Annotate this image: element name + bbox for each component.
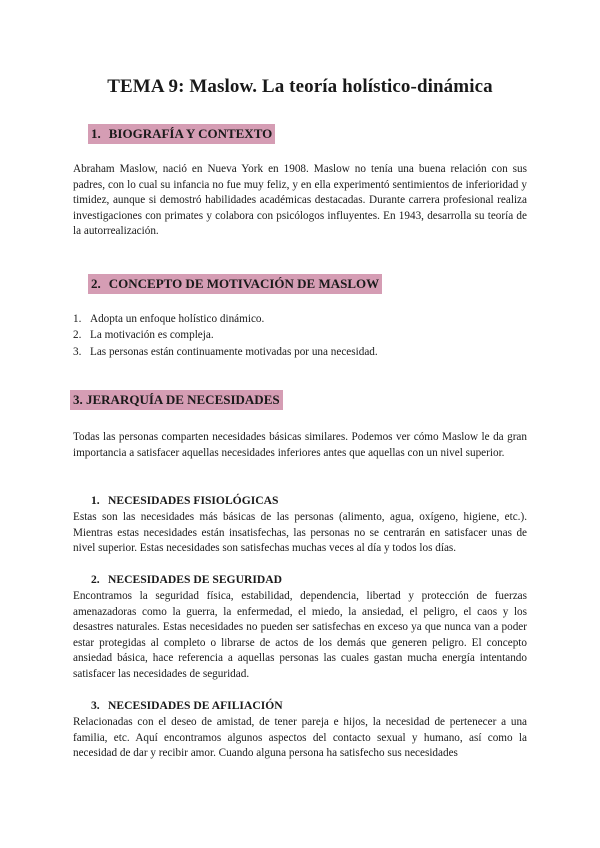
section-paragraph-biografia: Abraham Maslow, nació en Nueva York en 1908. Maslow no tenía una buena relación con sus padres, con lo cual su infancia no fue muy feliz, y en ella experimentó sentimientos de inferioridad y timidez, aunque si demostró habilidades académicas destacadas. Durante carrera profesional realiza investigaciones con primates y colabora con psicólogos influyentes. En 1943, desarrolla su teoría de la autorrealización. <box>73 163 527 238</box>
section-number: 2. <box>91 276 101 291</box>
page-title: TEMA 9: Maslow. La teoría holístico-dinámica <box>107 76 493 97</box>
list-item <box>73 344 378 360</box>
list-item-number: 3. <box>73 345 82 358</box>
list-item <box>73 327 378 343</box>
subsection-paragraph-seguridad: Encontramos la seguridad física, estabilidad, dependencia, libertad y protección de fuerzas amenazadoras como la guerra, la enfermedad, el miedo, la ansiedad, el peligro, el caos y los desastres naturales. Estas necesidades no pueden ser satisfechas en exceso ya que nunca van a poder estar protegidas al completo o librarse de actos de los demás que generen peligro. El concepto ansiedad básica, hace referencia a aquellas personas las cuales gastan mucha energía intentando satisfacer las necesidades de seguridad. <box>73 590 527 680</box>
subsection-paragraph-afiliacion: Relacionadas con el deseo de amistad, de tener pareja e hijos, la necesidad de pertenecer a una familia, etc. Aquí encontramos algunos aspectos del contacto sexual y humano, así como la necesidad de dar y recibir amor. Cuando alguna persona ha satisfecho sus necesidades <box>73 716 527 760</box>
section-heading-jerarquia: 3. JERARQUÍA DE NECESIDADES <box>70 390 283 410</box>
subsection-number: 3. <box>91 699 100 712</box>
subsection-heading-text: NECESIDADES FISIOLÓGICAS <box>108 494 279 507</box>
subsection-heading-seguridad <box>91 572 282 587</box>
motivation-list <box>73 311 378 360</box>
list-item-text: Adopta un enfoque holístico dinámico. <box>90 313 265 325</box>
list-item-number: 1. <box>73 313 82 325</box>
section-heading-motivacion <box>88 274 382 294</box>
subsection-paragraph-fisiologicas: Estas son las necesidades más básicas de las personas (alimento, agua, oxígeno, higiene, etc.). Mientras estas necesidades están insatisfechas, las personas no se centrarán en satisfacer unas de nivel superior. Estas necesidades son satisfechas muchas veces al día y todos los días. <box>73 511 527 555</box>
subsection-heading-text: NECESIDADES DE SEGURIDAD <box>108 573 282 586</box>
subsection-heading-afiliacion <box>91 698 283 713</box>
section-number: 1. <box>91 126 101 141</box>
list-item-number: 2. <box>73 329 82 342</box>
section-heading-text: CONCEPTO DE MOTIVACIÓN DE MASLOW <box>108 276 380 291</box>
section-paragraph-jerarquia: Todas las personas comparten necesidades básicas similares. Podemos ver cómo Maslow le da gran importancia a satisfacer aquellas necesidades inferiores antes que aquellas con un nivel superior. <box>73 431 527 459</box>
subsection-number: 1. <box>91 494 100 507</box>
list-item <box>73 311 378 327</box>
subsection-number: 2. <box>91 573 100 586</box>
section-heading-biografia <box>88 124 275 144</box>
subsection-heading-fisiologicas <box>91 493 278 508</box>
list-item-text: Las personas están continuamente motivadas por una necesidad. <box>90 345 378 358</box>
list-item-text: La motivación es compleja. <box>90 329 214 342</box>
subsection-heading-text: NECESIDADES DE AFILIACIÓN <box>108 699 283 712</box>
section-heading-text: BIOGRAFÍA Y CONTEXTO <box>108 126 273 141</box>
